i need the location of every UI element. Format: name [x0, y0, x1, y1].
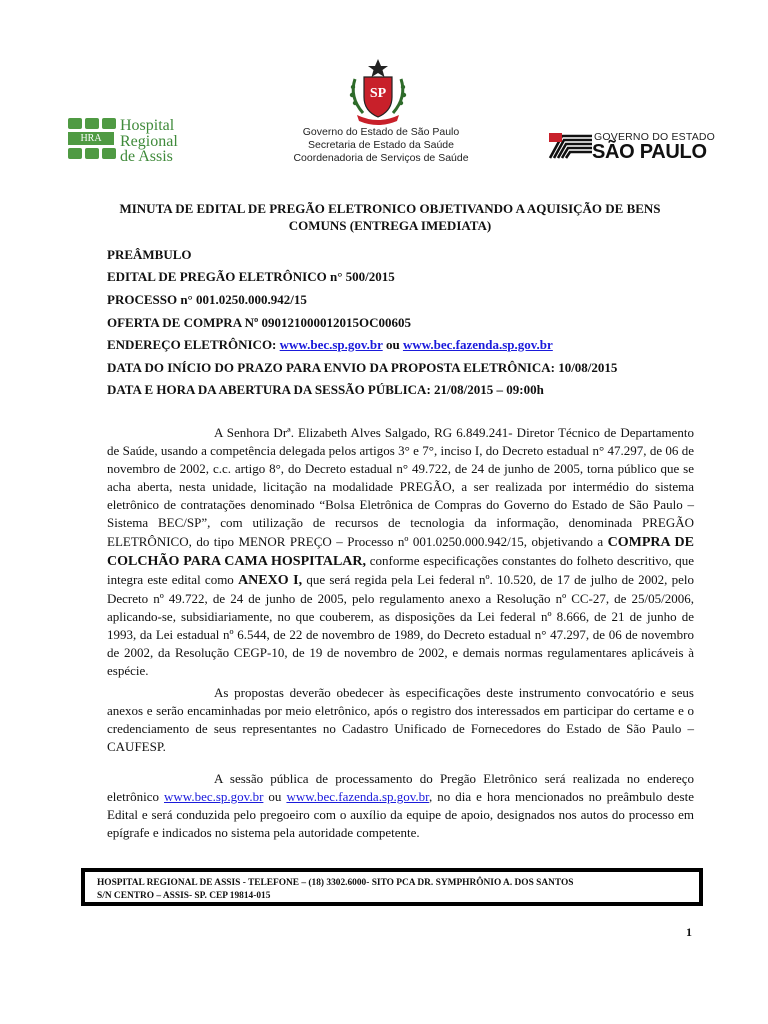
crest-letters: SP: [369, 86, 387, 101]
para3-bec-link[interactable]: www.bec.sp.gov.br: [164, 789, 264, 805]
endereco-label: ENDEREÇO ELETRÔNICO:: [107, 337, 277, 352]
footer-address-box: [81, 868, 703, 906]
sp-logo-big-text: SÃO PAULO: [592, 141, 707, 163]
sao-paulo-coat-of-arms-icon: [343, 57, 413, 125]
bec-fazenda-link[interactable]: www.bec.fazenda.sp.gov.br: [402, 337, 553, 352]
document-title: MINUTA DE EDITAL DE PREGÃO ELETRONICO OBJETIVANDO A AQUISIÇÃO DE BENS COMUNS (ENTREGA IMEDIATA): [119, 201, 661, 233]
governo-sao-paulo-logo: [548, 128, 714, 164]
hra-name-line3: de Assis: [120, 148, 173, 165]
data-inicio-prazo: DATA DO INÍCIO DO PRAZO PARA ENVIO DA PROPOSTA ELETRÔNICA: 10/08/2015: [107, 360, 618, 375]
gov-line-1: Governo do Estado de São Paulo: [302, 126, 460, 138]
government-header-text: [270, 126, 492, 165]
paragraph-2: [107, 684, 694, 756]
para3-bec-fazenda-link[interactable]: www.bec.fazenda.sp.gov.br: [286, 789, 429, 805]
para3-or-text: ou: [268, 789, 282, 805]
bec-link[interactable]: www.bec.sp.gov.br: [279, 337, 383, 352]
data-abertura-sessao: DATA E HORA DA ABERTURA DA SESSÃO PÚBLICA: 21/08/2015 – 09:00h: [107, 382, 544, 397]
hra-name-line1: Hospital: [120, 117, 175, 134]
edital-number: EDITAL DE PREGÃO ELETRÔNICO n° 500/2015: [107, 269, 395, 284]
para3-text-a: A sessão pública de processamento do Pregão Eletrônico será realizada no endereço eletrônico: [107, 771, 694, 805]
para1-text-e: que será regida pela Lei federal nº. 10.520, de 17 de julho de 2002, pelo Decreto nº 49.722, de 24 de junho de 2005, pelo regulamento anexo a Resolução nº CC-27, de 25/05/2006, aplicando-se, subsidiariamente, no que couberem, as disposições da Lei federal nº 8.666, de 21 de junho de 1993, da Lei estadual nº 6.544, de 22 de novembro de 1989, do Decreto estadual n° 47.297, de 06 de novembro de 2002, da Resolução CEGP-10, de 19 de novembro de 2002, e demais normas regulamentares aplicáveis à espécie.: [107, 571, 694, 679]
paragraph-1: [107, 424, 694, 680]
gov-line-2: Secretaria de Estado da Saúde: [308, 139, 454, 151]
preambulo-heading: PREÂMBULO: [107, 247, 192, 262]
paragraph-3: [107, 770, 694, 842]
page-number: 1: [686, 925, 692, 939]
sp-logo-top-text: GOVERNO DO ESTADO: [594, 131, 716, 143]
para1-text-c: conforme especificações constantes do folheto descritivo, que integra este edital como: [107, 552, 695, 587]
or-text: ou: [385, 337, 400, 352]
hra-name-line2: Regional: [120, 132, 178, 150]
sp-flag-stripes-icon: [548, 132, 594, 160]
para3-text-b: , no dia e hora mencionados no preâmbulo deste Edital e será conduzida pelo pregoeiro com o auxílio da equipe de apoio, designados nos autos do processo em epígrafe e indicados no sistema pela autoridade competente.: [107, 789, 694, 841]
endereco-eletronico: [107, 336, 553, 353]
para2-text: As propostas deverão obedecer às especificações deste instrumento convocatório e seus anexos e serão encaminhadas por meio eletrônico, após o registro dos interessados em participar do certame e o credenciamento de seus representantes no Cadastro Unificado de Fornecedores do Estado de São Paulo – CAUFESP.: [107, 685, 694, 755]
para1-object-bold: COMPRA DE COLCHÃO PARA CAMA HOSPITALAR,: [107, 534, 695, 569]
hra-logo-abbr: HRA: [68, 132, 114, 145]
para1-text-a: A Senhora Drª. Elizabeth Alves Salgado, RG 6.849.241- Diretor Técnico de Departamento de Saúde, usando a competência delegada pelos artigos 3° e 7°, inciso I, do Decreto estadual n° 47.297, de 06 de novembro de 2002, c.c. artigo 8°, do Decreto estadual n° 49.722, de 24 de junho de 2005, torna público que se acha aberta, nesta unidade, licitação na modalidade PREGÃO, a ser realizada por intermédio do sistema eletrônico de contratações denominado “Bolsa Eletrônica de Compras do Governo do Estado de São Paulo – Sistema BEC/SP”, com utilização de recursos de tecnologia da informação, denominada PREGÃO ELETRÔNICO, do tipo MENOR PREÇO – Processo nº 001.0250.000.942/15, objetivando a: [107, 425, 694, 549]
hra-logo-mark: [68, 118, 116, 162]
footer-line-2: S/N CENTRO – ASSIS- SP. CEP 19814-015: [97, 891, 271, 901]
gov-line-3: Coordenadoria de Serviços de Saúde: [293, 152, 469, 164]
hospital-regional-assis-logo: [68, 118, 198, 168]
oferta-compra-number: OFERTA DE COMPRA Nº 090121000012015OC00605: [107, 315, 412, 330]
hra-logo-name: [120, 118, 178, 165]
footer-line-1: HOSPITAL REGIONAL DE ASSIS - TELEFONE – (18) 3302.6000- SITO PCA DR. SYMPHRÔNIO A. DOS SANTOS: [97, 878, 574, 888]
processo-number: PROCESSO n° 001.0250.000.942/15: [107, 292, 307, 307]
para1-anexo-bold: ANEXO I,: [238, 572, 303, 588]
